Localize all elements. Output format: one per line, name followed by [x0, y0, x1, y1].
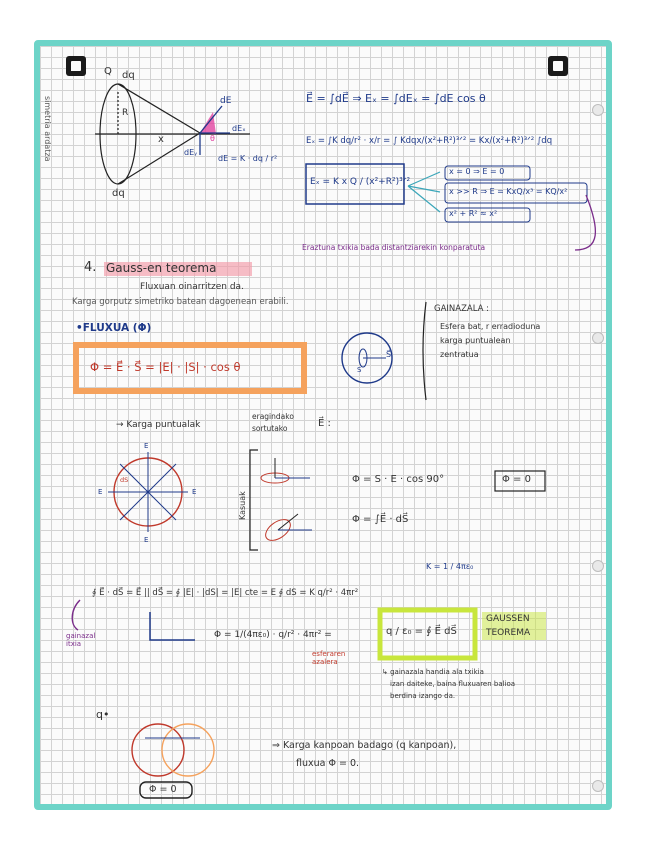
star-e-left: E [98, 488, 103, 496]
star-e-bottom: E [144, 536, 149, 544]
phi-zero-box-text: Φ = 0 [149, 784, 177, 795]
k-definition: K = 1 / 4πε₀ [426, 562, 474, 571]
fig-label-x: x [158, 134, 164, 145]
gauss-note-3: berdina izango da. [390, 692, 456, 700]
circle-label-vec: S⃗ [386, 350, 392, 359]
star-e-right: E [192, 488, 197, 496]
case-2: x >> R ⇒ E = KxQ/x³ = KQ/x² [449, 187, 568, 196]
flux-label: •FLUXUA (Φ) [76, 322, 152, 334]
heading-number: 4. [84, 260, 97, 275]
integral-line: ∮ E⃗ · dS⃗ = E⃗ || dS⃗ = ∮ |E| · |dS| = |E| cte = E ∮ dS = K q/r² · 4πr² [92, 588, 359, 598]
equation-1: E⃗ = ∫dE⃗ ⇒ Eₓ = ∫dEₓ = ∫dE cos θ [306, 92, 486, 105]
star-ds: dS [120, 476, 129, 484]
case2-normal [278, 514, 298, 530]
fig-label-de: dE [220, 96, 232, 106]
gauss-box-formula: q / ε₀ = ∮ E⃗ dS⃗ [386, 626, 457, 637]
circle-label-s: S [357, 366, 362, 374]
phi-case-2: Φ = ∫E⃗ · dS⃗ [352, 514, 409, 525]
outside-line-1: ⇒ Karga kanpoan badago (q kanpoan), [272, 740, 457, 751]
equation-2: Eₓ = ∫K dq/r² · x/r = ∫ Kdqx/(x²+R²)³ᐟ² = Kx/(x²+R²)³ᐟ² ∫dq [306, 136, 553, 146]
brace-2: sortutako [252, 424, 288, 433]
radial-field-star [108, 452, 188, 532]
gauss-tag-2: TEOREMA [486, 628, 531, 638]
star-e-top: E [144, 442, 149, 450]
phi-case-1: Φ = S · E · cos 90° [352, 474, 445, 485]
result-arrow [150, 612, 195, 640]
case-note: Eraztuna txikia bada distantziarekin konparatuta [302, 243, 486, 252]
cases-side: Kasuak [238, 491, 247, 520]
surface-title: GAINAZALA : [434, 304, 490, 314]
gauss-note-2: izan daiteke, baina fluxuaren balioa [390, 680, 516, 688]
phi-case-1-result: Φ = 0 [502, 474, 531, 485]
case-arrows [408, 172, 440, 212]
outside-circle-red [132, 724, 184, 776]
brace-e: E⃗ : [318, 418, 331, 429]
gauss-tag-1: GAUSSEN [486, 614, 530, 624]
case-1: x = 0 ⇒ E = 0 [449, 167, 505, 176]
fig-label-r: R [122, 108, 129, 118]
flux-formula: Φ = E⃗ · S⃗ = |E| · |S| · cos θ [90, 360, 241, 374]
boxed-equation: Eₓ = K x Q / (x²+R²)³ᐟ² [310, 177, 411, 187]
heading-title: Gauss-en teorema [106, 261, 217, 275]
outside-circle-orange [162, 724, 214, 776]
surface-desc-2: karga puntualean [440, 336, 511, 345]
fig-label-dey: dEᵧ [184, 148, 198, 157]
point-charges: → Karga puntualak [116, 420, 201, 430]
side-note: simetria ardatza [43, 96, 52, 162]
fig-label-q: Q [104, 66, 112, 77]
fig-label-dex: dEₓ [232, 124, 246, 133]
fig-label-dq-bottom: dq [112, 188, 125, 199]
brace-1: eragindako [252, 412, 294, 421]
phi-result: Φ = 1/(4πε₀) · q/r² · 4πr² = [214, 630, 332, 640]
surface-desc-1: Esfera bat, r erradioduna [440, 322, 541, 331]
closed-surface: gainazal itxia [66, 632, 96, 648]
surface-desc-3: zentratua [440, 350, 479, 359]
subtitle-1: Fluxuan oinarritzen da. [140, 282, 244, 292]
surface-brace [423, 302, 426, 400]
fig-label-dq-top: dq [122, 70, 135, 81]
case-3: x² + R² ≈ x² [449, 209, 498, 218]
closed-surface-arrow [72, 600, 80, 630]
fig-label-de-formula: dE = K · dq / r² [218, 154, 278, 163]
sphere-area: esferaren azalera [312, 650, 346, 666]
outside-line-2: fluxua Φ = 0. [296, 758, 360, 769]
gauss-note-1: ↳ gainazala handia ala txikia [382, 668, 484, 676]
fig-label-theta: θ [210, 134, 215, 143]
cases-bracket [250, 450, 258, 550]
q-bullet: q• [96, 708, 110, 721]
subtitle-2: Karga gorputz simetriko batean dagoenean erabili. [72, 297, 289, 307]
